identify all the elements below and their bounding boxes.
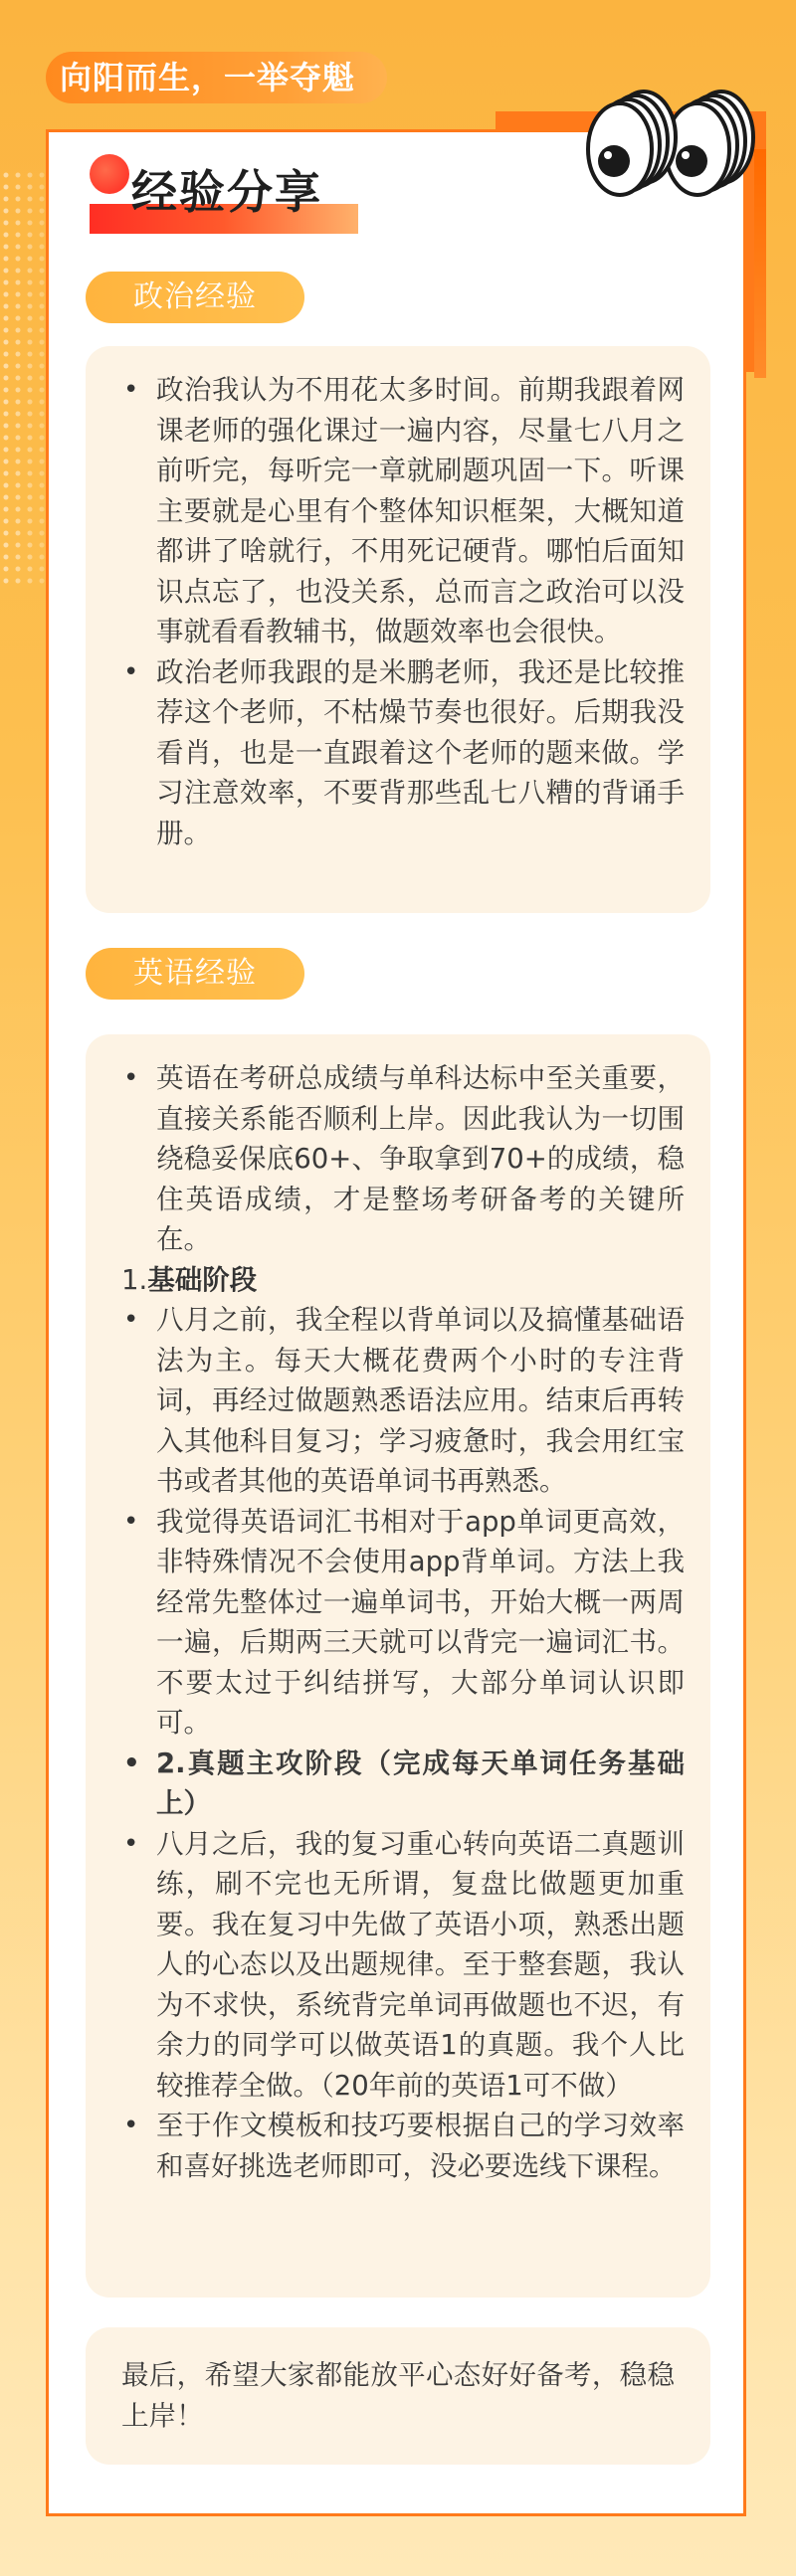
list-item: • 政治我认为不用花太多时间。前期我跟着网课老师的强化课过一遍内容，尽量七八月之前听完，每听完一章就刷题巩固一下。听课主要就是心里有个整体知识框架，大概知道都讲了啥就行，不用死记硬背。哪怕后面知识点忘了，也没关系，总而言之政治可以没事就看看教辅书，做题效率也会很快。 — [121, 370, 685, 652]
list-item: • 英语在考研总成绩与单科达标中至关重要，直接关系能否顺利上岸。因此我认为一切围绕稳妥保底60+、争取拿到70+的成绩，稳住英语成绩，才是整场考研备考的关键所在。 — [121, 1058, 685, 1260]
stage-heading: • 2.真题主攻阶段（完成每天单词任务基础上） — [121, 1744, 685, 1824]
english-content-box — [86, 1034, 710, 2298]
list-item: • 八月之前，我全程以背单词以及搞懂基础语法为主。每天大概花费两个小时的专注背词，再经过做题熟悉语法应用。结束后再转入其他科目复习；学习疲惫时，我会用红宝书或者其他的英语单词书再熟悉。 — [121, 1300, 685, 1502]
stage-title: 基础阶段 — [147, 1263, 258, 1296]
politics-list — [121, 370, 685, 853]
section-title — [82, 154, 360, 244]
list-item: • 八月之后，我的复习重心转向英语二真题训练，刷不完也无所谓，复盘比做题更加重要。我在复习中先做了英语小项，熟悉出题人的心态以及出题规律。至于整套题，我认为不求快，系统背完单词再做题也不迟，有余力的同学可以做英语1的真题。我个人比较推荐全做。（20年前的英语1可不做） — [121, 1824, 685, 2107]
stage-heading — [121, 1260, 685, 1301]
list-item: • 政治老师我跟的是米鹏老师，我还是比较推荐这个老师，不枯燥节奏也很好。后期我没看肖，也是一直跟着这个老师的题来做。学习注意效率，不要背那些乱七八糟的背诵手册。 — [121, 652, 685, 854]
english-section-label: 英语经验 — [86, 948, 304, 1000]
closing-box — [86, 2327, 710, 2465]
closing-text: 最后，希望大家都能放平心态好好备考，稳稳上岸！ — [121, 2359, 675, 2432]
stage-number: 1. — [121, 1263, 148, 1296]
eyes-icon — [572, 70, 771, 209]
slogan-banner: 向阳而生，一举夺魁 — [46, 52, 387, 103]
list-item: • 我觉得英语词汇书相对于app单词更高效，非特殊情况不会使用app背单词。方法上我经常先整体过一遍单词书，开始大概一两周一遍，后期两三天就可以背完一遍词汇书。不要太过于纠结拼写，大部分单词认识即可。 — [121, 1502, 685, 1744]
politics-content-box — [86, 346, 710, 913]
list-item: • 至于作文模板和技巧要根据自己的学习效率和喜好挑选老师即可，没必要选线下课程。 — [121, 2106, 685, 2186]
english-list — [121, 1058, 685, 2186]
page-title: 经验分享 — [131, 165, 322, 219]
politics-section-label: 政治经验 — [86, 272, 304, 323]
title-dot-decoration — [90, 154, 129, 194]
